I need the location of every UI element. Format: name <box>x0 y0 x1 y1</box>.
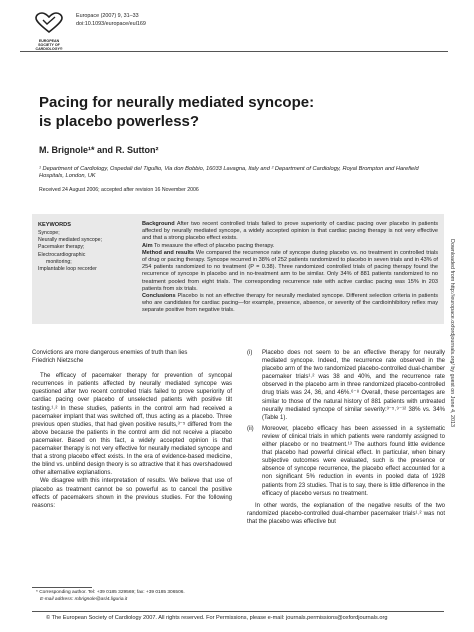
abstract-background: After two recent controlled trials failed to prove superiority of cardiac pacing over placebo in patients affected by neurally mediated syncope, a widely accepted opinion is that cardiac pacing therapy is not very effective and that a strong placebo effect exists. <box>142 221 438 242</box>
keyword-item: monitoring; <box>46 258 72 265</box>
keywords-heading: KEYWORDS <box>38 222 71 228</box>
journal-citation: Europace (2007) 9, 31–33 <box>76 13 139 19</box>
abstract-methods: We compared the recurrence rate of syncope during placebo vs. no treatment in controlled trials of drug or pacing therapy. Syncope recurred in 38% of 252 patients randomized to placebo in seven trials and in 43% of 254 patients randomized to no treatment (P = 0.38). Three randomized controlled trials of pacing therapy found the recurrence of syncope in placebo and in no-treatment arm to be similar. Only 34% of 881 patients randomized to no treatment pooled from eight trials. The corresponding recurrence rate with active cardiac pacing was 15% in 203 patients from six trials. <box>142 249 439 292</box>
download-side-note: Downloaded from http://europace.oxfordjournals.org/ by guest on June 4, 2013 <box>449 239 455 427</box>
copyright-footer: © The European Society of Cardiology 2007. All rights reserved. For Permissions, please e-mail: journals.permissions@oxfordjournals.org <box>46 615 388 621</box>
footer-rule <box>32 611 444 612</box>
logo-text: EUROPEAN SOCIETY OF CARDIOLOGY® <box>35 39 63 52</box>
body-paragraph: The efficacy of pacemaker therapy for prevention of syncopal recurrences in patients affected by neurally mediated syncope was questioned after two recent controlled trials failed to prove superiority of cardiac pacing over placebo of unselected patients with positive tilt testing.¹˒² In these studies, patients in the control arm had received a pacemaker implant that was switched off, thus acting as a placebo. Three previous open studies, that had given positive results,³⁻⁵ differed from the above because the patients in the control arm did not receive a placebo pacemaker. Based on this fact, a widely accepted opinion is that pacemaker therapy is not very effective for neurally mediated syncope and that a strong placebo effect exists. In the era of evidence-based medicine, the blind vs. unblind design theory is so attractive that it has overshadowed other alternative explanations. <box>32 373 232 477</box>
affiliation: ¹ Department of Cardiology, Ospedali del Tigullio, Via don Bobbio, 16033 Lavagna, Italy and ² Department of Cardiology, Royal Brompton and Harefield Hospitals, London, UK <box>39 166 419 180</box>
keyword-item: Pacemaker therapy; <box>38 244 85 251</box>
abstract-methods-label: Method and results <box>142 249 194 256</box>
list-item-number: (ii) <box>247 425 254 432</box>
abstract-text <box>142 221 438 315</box>
abstract-background-label: Background <box>142 221 175 227</box>
list-item-text: Moreover, placebo efficacy has been assessed in a systematic review of clinical trials in which patients were randomly assigned to either placebo or no treatment.¹³ The authors found little evidence that placebo had powerful clinical effect. In particular, when binary subjective outcomes were evaluated, such is the presence or absence of syncope recurrence, the placebo effect accounted for a non significant 5% reduction in events in pooled data of 1928 patients from 23 studies. That is to say, there is little difference in the efficacy of placebo versus no treatment. <box>262 425 445 497</box>
keyword-item: Syncope; <box>38 230 60 236</box>
right-column <box>247 349 445 526</box>
footnote-rule <box>32 587 92 588</box>
doi: doi:10.1093/europace/eul169 <box>76 21 146 27</box>
keyword-item: Electrocardiographic <box>38 251 86 258</box>
keyword-item: Implantable loop recorder <box>38 266 97 273</box>
article-title-line1: Pacing for neurally mediated syncope: <box>39 94 315 111</box>
left-column <box>32 349 232 510</box>
list-item-number: (i) <box>247 350 253 356</box>
authors: M. Brignole¹* and R. Sutton² <box>39 145 159 155</box>
abstract-aim: To measure the effect of placebo pacing therapy. <box>154 242 275 249</box>
epigraph: Convictions are more dangerous enemies of truth than lies <box>32 350 188 356</box>
keyword-item: Neurally mediated syncope; <box>38 237 103 244</box>
list-item <box>247 425 445 498</box>
header-rule <box>20 51 448 52</box>
footnote-correspondence: * Corresponding author. Tel: +39 0185 329569; fax: +39 0185 306506. <box>36 590 185 595</box>
received-dates: Received 24 August 2006; accepted after revision 16 November 2006 <box>39 187 199 193</box>
list-item <box>247 349 445 422</box>
body-paragraph: In other words, the explanation of the negative results of the two randomized placebo-controlled dual-chamber pacemaker trials¹˒² was not that the placebo was effective but <box>247 502 445 525</box>
abstract-conclusions: Placebo is not an effective therapy for neurally mediated syncope. Different selection criteria in patients who are candidates for cardiac pacing—for example, presence, absence, or severity of the cardioinhibitory reflex may separate positive from negative trials. <box>142 293 438 314</box>
footnote-email: E-mail address: mbrignole@asl4.liguria.it <box>40 597 128 602</box>
esc-logo <box>34 12 64 52</box>
heart-logo-icon <box>34 12 64 34</box>
abstract-box <box>32 214 444 324</box>
list-item-text: Placebo does not seem to be an effective therapy for neurally mediated syncope. Indeed, the recurrence rate observed in the placebo arm of the two randomized placebo-controlled dual-chamber pacemaker trials¹˒² was 38 and 40%, and the recurrence rate observed in the placebo arm in three randomized placebo-controlled drug trials was 24, 36, and 46%.⁶⁻⁸ Overall, these percentages are similar to those of the natural history of 881 patients with untreated neurally mediated syncope of similar severity:³⁻⁵˒⁹⁻¹² 38% vs. 34% (Table 1). <box>262 350 445 421</box>
abstract-conclusions-label: Conclusions <box>142 293 176 300</box>
article-title-line2: is placebo powerless? <box>39 113 200 130</box>
epigraph-author: Friedrich Nietzsche <box>32 358 84 365</box>
body-paragraph: We disagree with this interpretation of results. We believe that use of placebo as treatment cannot be so powerful as to cancel the positive effects of pacemakers shown in the previous studies. For the following reasons: <box>32 478 232 509</box>
abstract-aim-label: Aim <box>142 242 153 249</box>
keywords-list <box>38 230 138 273</box>
